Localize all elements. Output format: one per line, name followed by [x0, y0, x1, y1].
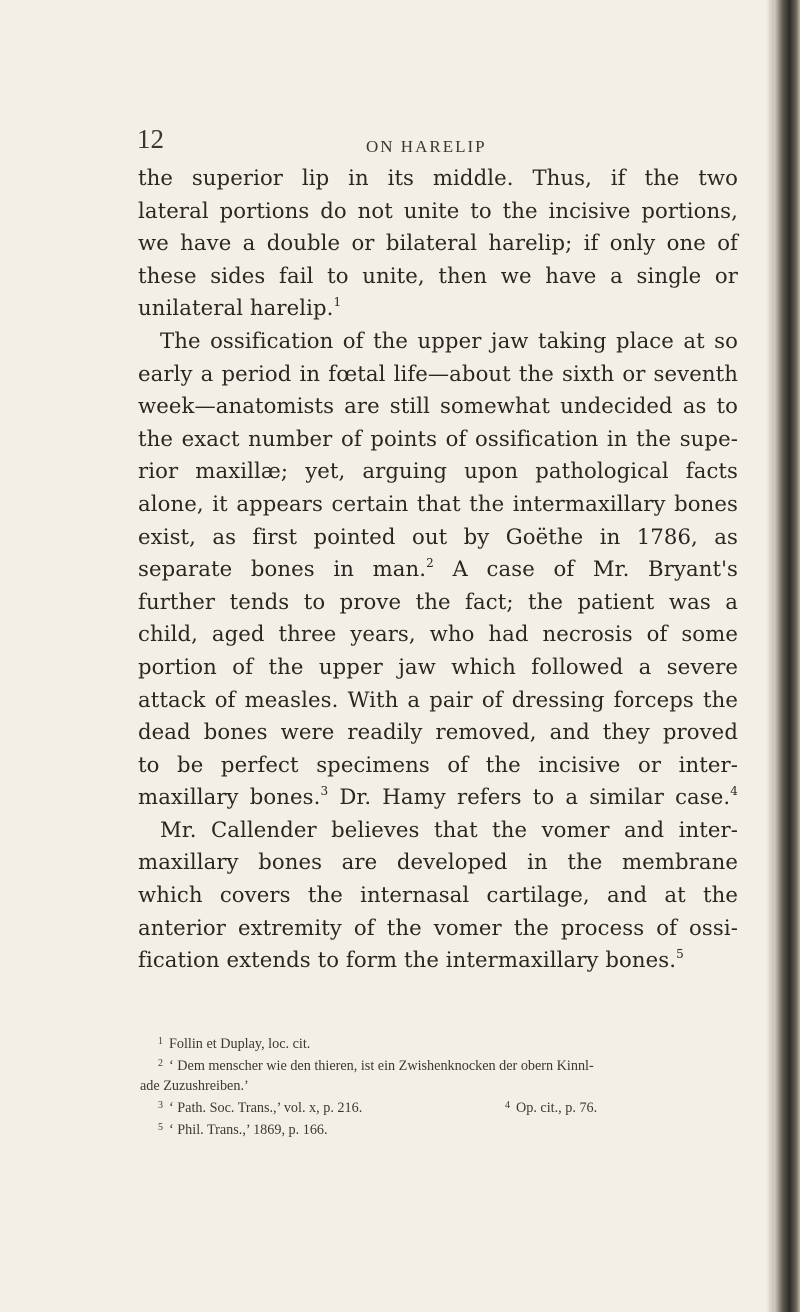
footnote-3-4-row [140, 1096, 740, 1118]
footnote-mark: 2 [158, 1058, 163, 1069]
footnote-ref: 2 [426, 556, 434, 571]
text-line: Mr. Callender believes that the vomer and inter- [160, 816, 738, 842]
text-line: fication extends to form the intermaxillary bones.$^5$ [138, 947, 684, 973]
text-line: The ossification of the upper jaw taking place at so [160, 327, 738, 353]
footnote-2: $^2$ ‘ Dem menscher wie den thieren, ist ein Zwishenknocken der obern Kinnl- [158, 1058, 594, 1074]
footnote-3: $^3$ ‘ Path. Soc. Trans.,’ vol. x, p. 216. [158, 1100, 363, 1116]
running-head: ON HARELIP [366, 137, 487, 156]
footnote-2-continued: ade Zuzushreiben.’ [140, 1078, 249, 1094]
text-line: maxillary bones.$^3$ Dr. Hamy refers to a similar case.$^4$ [138, 784, 738, 810]
text-line: unilateral harelip.$^1$ [138, 295, 342, 321]
footnote-mark: 4 [505, 1100, 510, 1111]
footnote-mark: 3 [158, 1100, 163, 1111]
text-line: anterior extremity of the vomer the process of ossi- [138, 914, 738, 940]
text-line: maxillary bones are developed in the membrane [138, 849, 738, 875]
text-line: child, aged three years, who had necrosis of some [138, 621, 738, 647]
page-number: 12 [137, 124, 164, 154]
text-line: attack of measles. With a pair of dressing forceps the [138, 686, 738, 712]
text-line: the exact number of points of ossification in the supe- [138, 425, 738, 451]
footnote-4: $^4$ Op. cit., p. 76. [505, 1100, 598, 1116]
text-line: which covers the internasal cartilage, and at the [138, 882, 738, 908]
page-gutter-shadow [766, 0, 774, 1312]
text-line: these sides fail to unite, then we have a single or [138, 262, 738, 288]
text-line: to be perfect specimens of the incisive or inter- [138, 751, 738, 777]
text-line: dead bones were readily removed, and they proved [138, 719, 738, 745]
footnotes [140, 1032, 740, 1140]
footnote-ref: 1 [333, 295, 342, 310]
text-line: lateral portions do not unite to the incisive portions, [138, 197, 738, 223]
body-text [138, 162, 738, 977]
text-line: early a period in fœtal life—about the sixth or seventh [138, 360, 738, 386]
footnote-1: $^1$ Follin et Duplay, loc. cit. [158, 1036, 311, 1052]
footnote-ref: 4 [730, 784, 738, 799]
text-line: rior maxillæ; yet, arguing upon pathological facts [138, 458, 738, 484]
footnote-ref: 3 [320, 784, 329, 799]
book-spine-edge [774, 0, 800, 1312]
text-line: portion of the upper jaw which followed a severe [138, 653, 738, 679]
footnote-mark: 1 [158, 1036, 163, 1047]
text-line: further tends to prove the fact; the patient was a [138, 588, 738, 614]
text-line: the superior lip in its middle. Thus, if the two [138, 165, 738, 190]
text-line: week—anatomists are still somewhat undecided as to [138, 393, 738, 419]
footnote-mark: 5 [158, 1122, 163, 1133]
text-line: separate bones in man.$^2$ A case of Mr. Bryant's [138, 556, 738, 582]
footnote-ref: 5 [676, 947, 684, 962]
text-line: we have a double or bilateral harelip; if only one of [138, 230, 738, 256]
text-line: exist, as first pointed out by Goëthe in 1786, as [138, 523, 738, 549]
footnote-5: $^5$ ‘ Phil. Trans.,’ 1869, p. 166. [158, 1122, 328, 1138]
text-line: alone, it appears certain that the intermaxillary bones [138, 490, 738, 516]
